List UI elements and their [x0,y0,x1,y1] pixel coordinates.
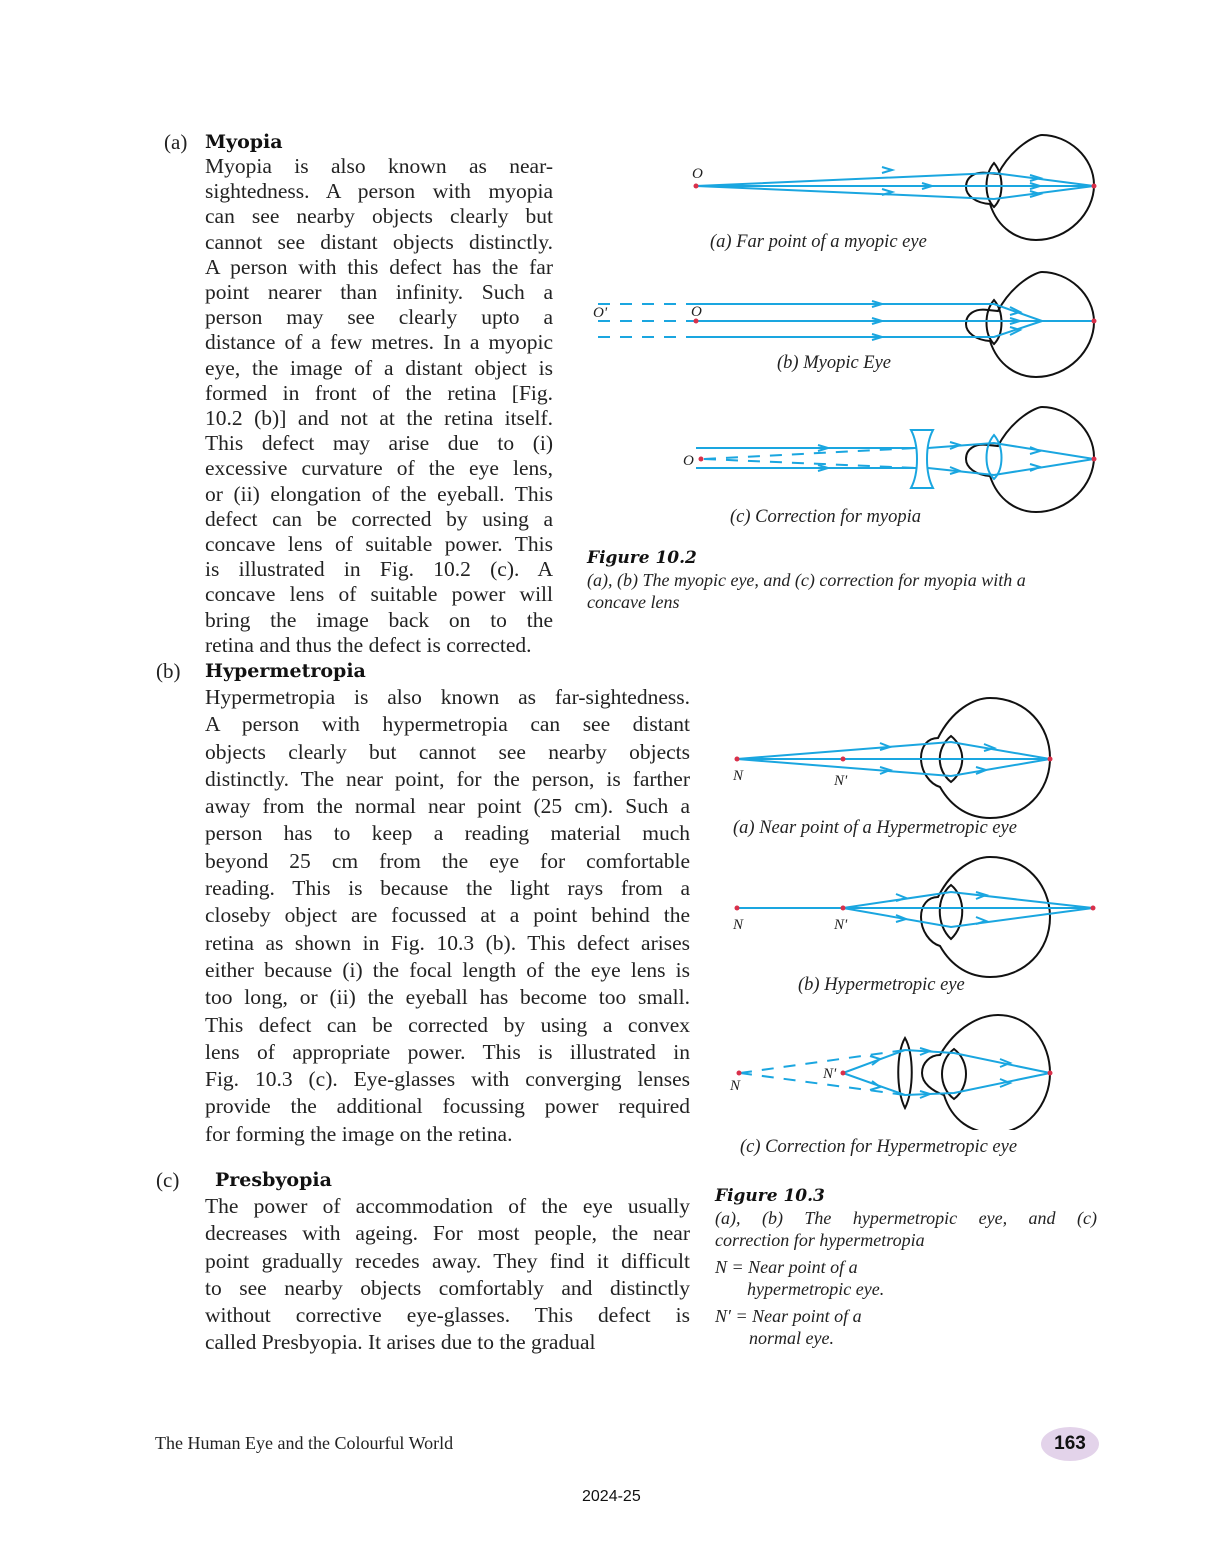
section-marker-c: (c) [156,1168,180,1192]
figure-10-3-description-line: (a), (b) The hypermetropic eye, and (c) [715,1208,1097,1228]
paragraph-line: person may see clearly upto a [205,305,553,330]
chapter-title-footer: The Human Eye and the Colourful World [155,1433,454,1453]
section-marker-a: (a) [164,130,188,154]
figure-10-3-description-line: correction for hypermetropia [715,1229,925,1250]
paragraph-line: Hypermetropia is also known as far-sightedness. [205,685,690,709]
paragraph-line: lens of appropriate power. This is illustrated in [205,1039,690,1064]
fig-10-3c-correction-hypermetropic-eye [729,1015,1053,1130]
caption-10-2b: (b) Myopic Eye [777,353,892,373]
label-n: N [733,768,744,784]
figure-10-2-title: Figure 10.2 [587,548,697,568]
retina-point [1092,319,1097,324]
paragraph-line: point nearer than infinity. Such a [205,280,553,305]
arrow-icon [896,894,906,901]
paragraph-line: either because (i) the focal length of the eye lens is [205,957,690,982]
paragraph-line: too long, or (ii) the eyeball has become too small. [205,985,690,1010]
paragraph-line: This defect can be corrected by using a convex [205,1012,690,1037]
legend-n-prime-line2: normal eye. [749,1327,834,1348]
paragraph-line: A person with this defect has the far [205,254,553,279]
myopia-paragraph [205,154,553,658]
presbyopia-paragraph [205,1193,690,1357]
retina-point [1092,457,1097,462]
paragraph-line: concave lens of suitable power will [205,582,553,607]
near-point-n-prime [841,1071,846,1076]
paragraph-line: decreases with ageing. For most people, the near [205,1221,690,1246]
paragraph-line: without corrective eye-glasses. This defect is [205,1303,690,1328]
paragraph-line: formed in front of the retina [Fig. [205,380,553,405]
paragraph-line: objects clearly but cannot see nearby objects [205,739,690,764]
caption-10-2a: (a) Far point of a myopic eye [710,232,927,252]
paragraph-line: beyond 25 cm from the eye for comfortable [205,848,690,873]
paragraph-line: The power of accommodation of the eye usually [205,1194,690,1218]
caption-10-3a: (a) Near point of a Hypermetropic eye [733,818,1017,838]
paragraph-line: reading. This is because the light rays from a [205,876,690,901]
concave-lens [911,430,933,488]
paragraph-line: closeby object are focussed at a point behind the [205,903,690,928]
fig-10-3a-near-point-hypermetropic-eye [732,698,1053,818]
paragraph-line: concave lens of suitable power. This [205,532,553,557]
near-point-n [737,1071,742,1076]
ray [737,759,1050,776]
legend-n-line1: N = Near point of a [715,1257,858,1277]
paragraph-line: to see nearby objects comfortably and distinctly [205,1275,690,1300]
paragraph-line: point gradually recedes away. They find it difficult [205,1248,690,1273]
heading-hypermetropia: Hypermetropia [205,660,366,682]
paragraph-line: cannot see distant objects distinctly. [205,229,553,254]
figure-10-3-legend [715,1257,884,1349]
paragraph-line: or (ii) elongation of the eyeball. This [205,481,553,506]
paragraph-line: defect can be corrected by using a [205,506,553,531]
fig-10-2a-far-point-myopic-eye [692,135,1097,240]
figure-10-2-description-line: (a), (b) The myopic eye, and (c) correction for myopia with a [587,570,1026,590]
near-point-n-prime [841,757,846,762]
caption-10-3b: (b) Hypermetropic eye [798,975,965,995]
ray [843,892,1093,908]
near-point-n [735,757,740,762]
ray [843,908,1093,927]
paragraph-line: excessive curvature of the eye lens, [205,456,553,481]
paragraph-line: retina and thus the defect is corrected. [205,632,532,657]
label-n-prime: N' [834,773,848,789]
paragraph-line: provide the additional focussing power required [205,1094,690,1119]
legend-n-line2: hypermetropic eye. [747,1278,885,1299]
paragraph-line: distinctly. The near point, for the person, is farther [205,766,690,791]
paragraph-line: distance of a few metres. In a myopic [205,330,553,355]
near-point-n-prime [841,906,846,911]
fig-10-2c-correction-for-myopia [683,407,1097,512]
figure-10-3-diagram [720,690,1110,1130]
legend-n [715,1257,884,1300]
label-n: N [730,1078,741,1094]
label-n-prime: N' [823,1066,837,1082]
dashed-ray [704,459,916,468]
paragraph-line: A person with hypermetropia can see distant [205,712,690,737]
heading-myopia: Myopia [205,131,283,153]
hypermetropia-paragraph [205,684,690,1148]
paragraph-line: bring the image back on to the [205,607,553,632]
ray [737,742,1050,759]
paragraph-line: retina as shown in Fig. 10.3 (b). This defect arises [205,930,690,955]
fig-10-3b-hypermetropic-eye [732,857,1096,977]
paragraph-line: 10.2 (b)] and not at the retina itself. [205,406,553,431]
object-point [699,457,704,462]
paragraph-line: person has to keep a reading material much [205,821,690,846]
label-o: O [692,166,703,182]
figure-10-2-description [587,570,1026,613]
figure-10-2-description-line: concave lens [587,591,680,612]
paragraph-line: is illustrated in Fig. 10.2 (c). A [205,557,553,582]
paragraph-line: eye, the image of a distant object is [205,355,553,380]
image-point [1092,184,1097,189]
heading-presbyopia: Presbyopia [215,1169,332,1191]
label-n: N [733,917,744,933]
label-o: O [683,453,694,469]
paragraph-line: sightedness. A person with myopia [205,179,553,204]
convex-lens [898,1038,912,1108]
figure-10-3-title: Figure 10.3 [715,1186,825,1206]
page-number-badge: 163 [1041,1427,1099,1461]
paragraph-line: This defect may arise due to (i) [205,431,553,456]
legend-n-prime-line1: N′ = Near point of a [715,1306,862,1326]
paragraph-line: can see nearby objects clearly but [205,204,553,229]
year-label: 2024-25 [582,1488,641,1505]
paragraph-line: for forming the image on the retina. [205,1121,513,1146]
label-o-prime: O' [593,305,608,321]
near-point-n [735,906,740,911]
retina-point [1048,757,1053,762]
ray [928,443,1094,459]
eyeball-outline [966,407,1094,512]
caption-10-3c: (c) Correction for Hypermetropic eye [740,1137,1018,1157]
figure-10-3-description [715,1208,1097,1251]
section-marker-b: (b) [156,659,181,683]
retina-point [1048,1071,1053,1076]
figure-10-2-diagram [580,125,1110,545]
paragraph-line: away from the normal near point (25 cm). Such a [205,794,690,819]
eye-lens [987,435,1002,479]
legend-n-prime [715,1306,884,1349]
object-point [694,184,699,189]
paragraph-line: Fig. 10.3 (c). Eye-glasses with converging lenses [205,1067,690,1092]
label-o: O [691,304,702,320]
paragraph-line: called Presbyopia. It arises due to the gradual [205,1330,596,1355]
image-point [1091,906,1096,911]
paragraph-line: Myopia is also known as near- [205,154,553,178]
caption-10-2c: (c) Correction for myopia [730,507,921,527]
dashed-ray [704,448,916,459]
arrow-icon [882,167,892,173]
label-n-prime: N' [834,917,848,933]
